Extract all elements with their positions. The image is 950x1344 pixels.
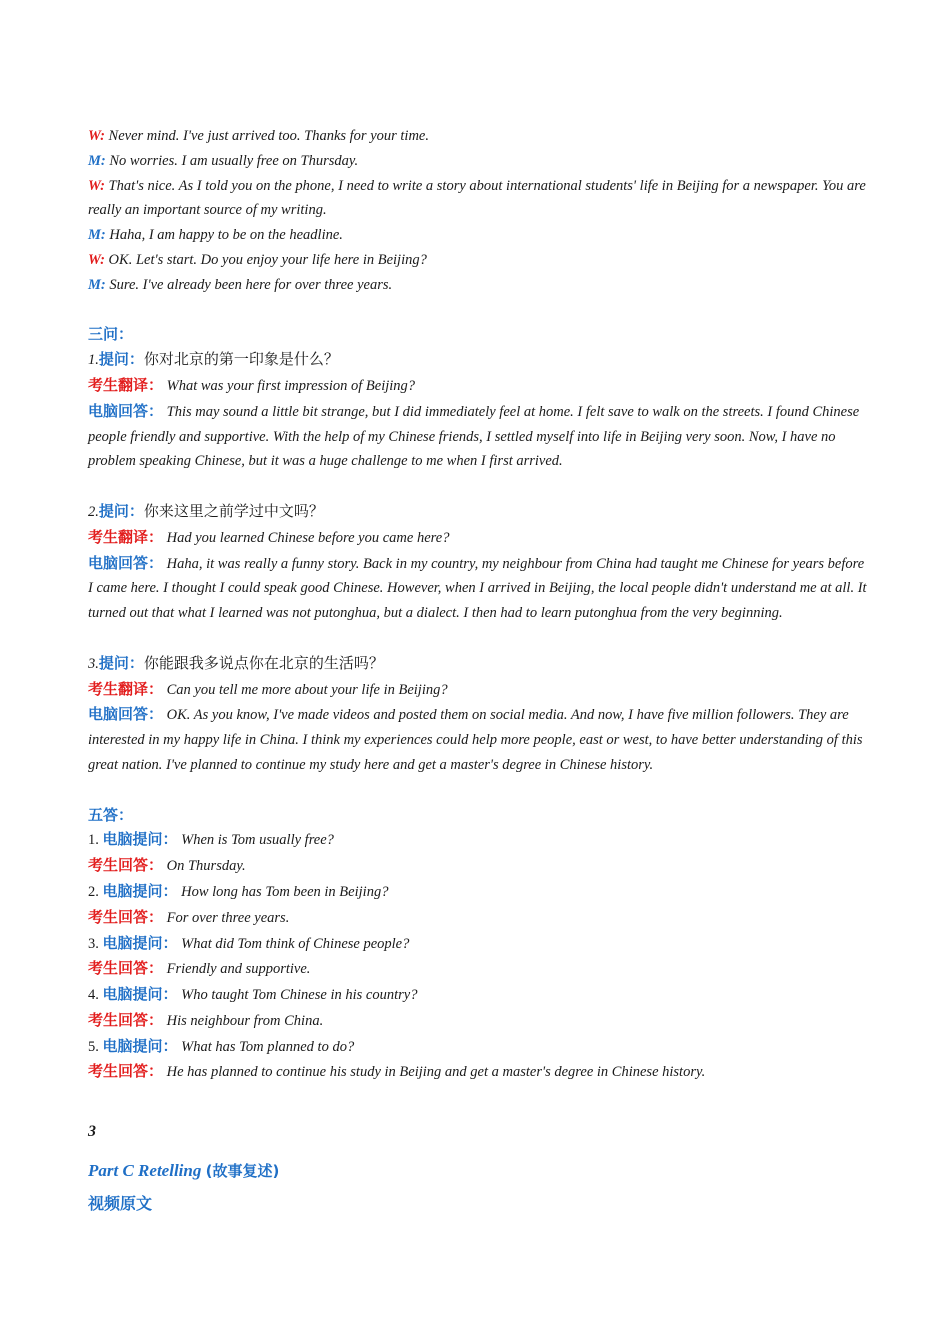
qa-question [88,982,870,1008]
video-transcript-label: 视频原文 [88,1193,153,1213]
translation-label: 考生翻译： [88,679,164,698]
part-c-section [88,1120,870,1216]
question-number: 3. [88,655,99,672]
dialogue-section [88,124,870,298]
qa-number: 3. [88,935,99,952]
speaker-label: M: [88,227,106,244]
student-answer-label: 考生回答： [88,1062,164,1081]
speaker-label: M: [88,276,106,293]
qa-number: 4. [88,987,99,1004]
answer-label: 电脑回答： [88,553,164,572]
speaker-label: W: [88,177,105,194]
student-answer-text: On Thursday. [166,858,246,875]
dialogue-line [88,248,870,273]
part-title-en: Part C Retelling [88,1160,206,1180]
translation-text: Had you learned Chinese before you came here? [166,529,450,546]
answer-text: Haha, it was really a funny story. Back in my country, my neighbour from China had taught me Chinese for years before I came here. I thought I could speak good Chinese. However, when I arrived in Beijing, the local people didn't understand me at all. It turned out that what I learned was not putonghua, but a dialect. I then had to learn putonghua from the very beginning. [88,555,867,622]
document-body [88,124,870,1216]
qa-number: 1. [88,832,99,849]
question-block [88,499,870,626]
dialogue-text: No worries. I am usually free on Thursday. [109,152,359,169]
dialogue-text: Sure. I've already been here for over three years. [109,276,393,293]
translation-label: 考生翻译： [88,375,164,394]
qa-question [88,879,870,905]
computer-ask-text: How long has Tom been in Beijing? [181,883,389,900]
translation-label: 考生翻译： [88,527,164,546]
three-questions-section [88,322,870,777]
qa-answer [88,956,870,982]
computer-ask-text: Who taught Tom Chinese in his country? [181,987,418,1004]
ask-label: 提问： [98,501,144,520]
student-answer-text: His neighbour from China. [166,1012,324,1029]
dialogue-text: That's nice. As I told you on the phone, I need to write a story about international students' life in Beijing for a newspaper. You are really an important source of my writing. [88,177,866,219]
answer-text: This may sound a little bit strange, but I did immediately feel at home. I felt save to walk on the streets. I found Chinese people friendly and supportive. With the help of my Chinese friends, I settled myself into life in Beijing very soon. Now, I have no problem speaking Chinese, but it was a huge challenge to me when I first arrived. [88,403,860,470]
qa-answer [88,853,870,879]
qa-number: 2. [88,883,99,900]
computer-ask-label: 电脑提问： [102,881,178,900]
section-title: 三问： [88,325,134,344]
ask-label: 提问： [98,653,144,672]
ask-text: 你能跟我多说点你在北京的生活吗？ [143,653,384,672]
dialogue-line [88,273,870,298]
student-answer-text: Friendly and supportive. [166,961,311,978]
qa-answer [88,1059,870,1085]
student-answer-label: 考生回答： [88,907,164,926]
computer-ask-text: What has Tom planned to do? [181,1038,355,1055]
translation-text: What was your first impression of Beijing? [166,377,416,394]
student-answer-label: 考生回答： [88,1010,164,1029]
qa-question [88,931,870,957]
dialogue-text: Never mind. I've just arrived too. Thanks for your time. [108,128,429,144]
dialogue-line [88,149,870,174]
question-number: 1. [88,352,99,369]
student-answer-label: 考生回答： [88,959,164,978]
ask-text: 你对北京的第一印象是什么？ [143,350,339,369]
qa-answer [88,905,870,931]
part-title-cn: (故事复述) [205,1161,280,1180]
question-block [88,347,870,474]
answer-label: 电脑回答： [88,401,164,420]
dialogue-line [88,174,870,224]
qa-question [88,1034,870,1060]
dialogue-text: OK. Let's start. Do you enjoy your life here in Beijing? [108,251,427,268]
five-answers-section [88,803,870,1086]
qa-number: 5. [88,1038,99,1055]
part-title [88,1159,870,1184]
student-answer-text: For over three years. [166,909,290,926]
computer-ask-text: What did Tom think of Chinese people? [181,935,410,952]
translation-text: Can you tell me more about your life in Beijing? [166,681,448,698]
dialogue-text: Haha, I am happy to be on the headline. [109,227,343,244]
speaker-label: W: [88,128,105,144]
speaker-label: W: [88,251,105,268]
ask-label: 提问： [98,350,144,369]
section-title: 五答： [88,805,134,824]
qa-question [88,827,870,853]
dialogue-line [88,124,870,149]
question-number: 2. [88,503,99,520]
computer-ask-label: 电脑提问： [102,1036,178,1055]
answer-text: OK. As you know, I've made videos and posted them on social media. And now, I have five million followers. They are interested in my happy life in China. I think my experiences could help more people, east or west, to have better understanding of this great nation. I've planned to continue my study here and get a master's degree in Chinese history. [88,707,863,773]
student-answer-label: 考生回答： [88,856,164,875]
computer-ask-label: 电脑提问： [102,985,178,1004]
question-block [88,651,870,778]
answer-label: 电脑回答： [88,705,164,724]
computer-ask-text: When is Tom usually free? [181,832,334,849]
part-number: 3 [88,1123,96,1141]
speaker-label: M: [88,152,106,169]
qa-answer [88,1008,870,1034]
computer-ask-label: 电脑提问： [102,933,178,952]
computer-ask-label: 电脑提问： [102,830,178,849]
ask-text: 你来这里之前学过中文吗？ [143,501,324,520]
student-answer-text: He has planned to continue his study in Beijing and get a master's degree in Chinese history. [166,1064,706,1081]
dialogue-line [88,223,870,248]
